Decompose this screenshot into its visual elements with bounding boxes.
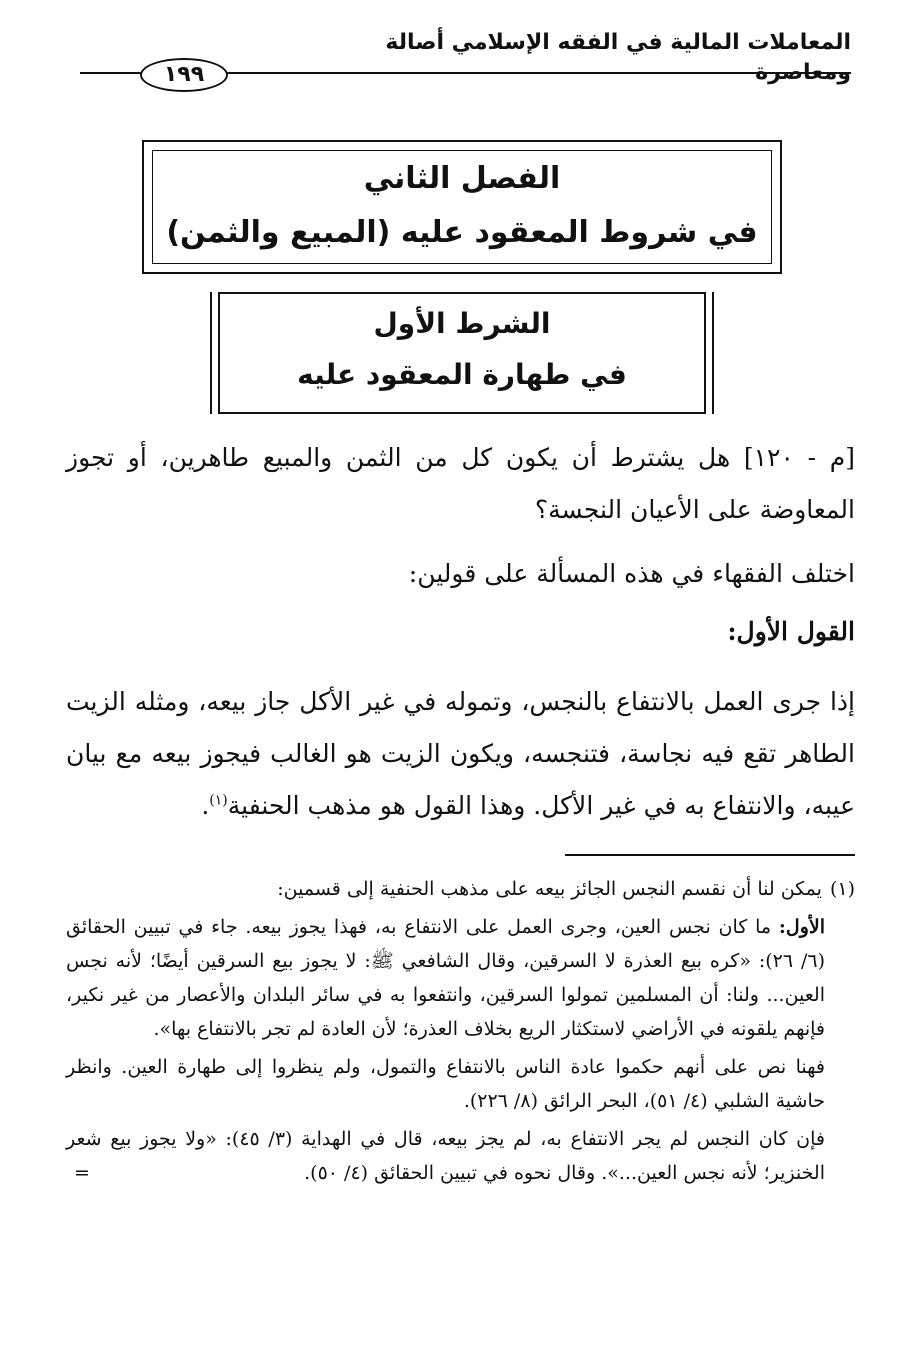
first-opinion-text: إذا جرى العمل بالانتفاع بالنجس، وتموله في غير الأكل جاز بيعه، ومثله الزيت الطاهر تقع فيه نجاسة، فتنجسه، ويكون الزيت هو الغالب فيجوز بيعه مع بيان عيبه، والانتفاع به في غير الأكل. وهذا القول هو مذهب الحنفية [66, 687, 855, 820]
footnote-intro-text: يمكن لنا أن نقسم النجس الجائز بيعه على مذهب الحنفية إلى قسمين: [277, 878, 822, 900]
footnote-paragraph-2: فهنا نص على أنهم حكموا عادة الناس بالانتفاع والتمول، ولم ينظروا إلى طهارة العين. وانظر حاشية الشلبي (٤/ ٥١)، البحر الرائق (٨/ ٢٢٦). [66, 1056, 825, 1112]
footnote-paragraph-3-text: فإن كان النجس لم يجر الانتفاع به، لم يجز بيعه، قال في الهداية (٣/ ٤٥): «ولا يجوز بيع شعر الخنزير؛ لأنه نجس العين...». وقال نحوه في تبيين الحقائق (٤/ ٥٠). [66, 1128, 825, 1184]
footnote-paragraph-3 [66, 1122, 855, 1190]
chapter-subtitle: في شروط المعقود عليه (المبيع والثمن) [166, 215, 758, 250]
first-opinion-paragraph [66, 676, 855, 836]
condition-subtitle: في طهارة المعقود عليه [297, 358, 627, 391]
page-number-oval: ١٩٩ [140, 58, 228, 92]
condition-title-box [210, 292, 714, 414]
condition-box-right-bar [712, 292, 714, 414]
first-opinion-end: . [201, 791, 210, 820]
footnote-first-category [66, 910, 855, 1046]
condition-title: الشرط الأول [373, 307, 551, 340]
footnote-reference[interactable]: (١) [209, 792, 228, 809]
running-title: المعاملات المالية في الفقه الإسلامي أصالة ومعاصرة [385, 30, 851, 85]
continuation-mark: = [74, 1162, 90, 1184]
condition-box-left-bar [210, 292, 212, 414]
footnote-first-text: ما كان نجس العين، وجرى العمل على الانتفاع به، فهذا يجوز بيعه. جاء في تبيين الحقائق (٦/ ٢٦): «كره بيع العذرة لا السرقين، وقال الشافعي ﷺ: لا يجوز بيع السرقين أيضًا؛ لأنه نجس العين... ولنا: أن المسلمين تمولوا السرقين، وانتفعوا به في سائر البلدان والأعصار من غير نكير، فإنهم يلقونه في الأراضي لاستكثار الريع بخلاف العذرة؛ لأن العادة لم تجر بالانتفاع بها». [66, 916, 825, 1040]
footnote-intro [66, 872, 855, 906]
question-paragraph: [م - ١٢٠] هل يشترط أن يكون كل من الثمن والمبيع طاهرين، أو تجوز المعاوضة على الأعيان النجسة؟ [66, 443, 855, 524]
chapter-title-inner-frame [152, 150, 772, 264]
footnote-number: (١) [829, 878, 855, 900]
chapter-title: الفصل الثاني [363, 161, 561, 196]
condition-title-frame [218, 292, 706, 414]
footnote-separator [565, 854, 855, 856]
first-opinion-heading: القول الأول: [727, 617, 855, 646]
intro-paragraph: اختلف الفقهاء في هذه المسألة على قولين: [408, 559, 855, 588]
footnote-first-label: الأول: [778, 916, 825, 938]
footnotes-area [66, 872, 855, 1302]
chapter-title-box [142, 140, 782, 274]
